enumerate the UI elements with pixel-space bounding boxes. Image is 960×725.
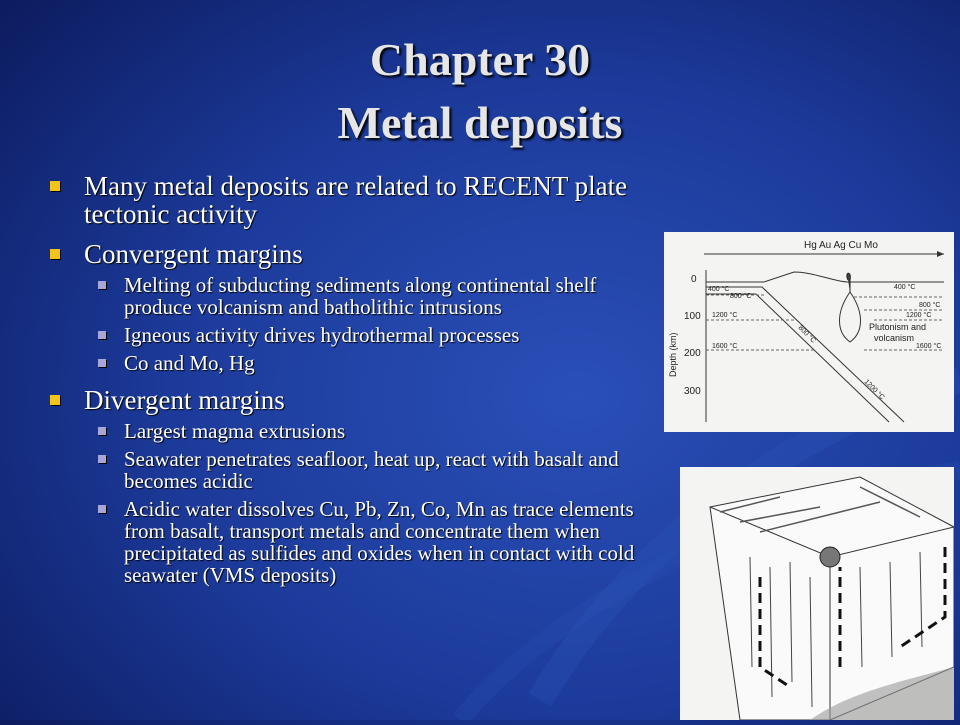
slide-title-line2: Metal deposits [337,97,623,148]
subduction-diagram [664,232,954,432]
depth-tick: 0 [691,274,697,285]
isotherm-label: 400 °C [894,284,916,291]
sub-bullet-item [48,448,658,492]
bullet-item [48,386,658,414]
depth-tick: 300 [684,386,701,397]
square-bullet-icon [50,249,60,259]
square-bullet-icon [50,395,60,405]
square-bullet-icon [98,505,106,513]
isotherm-label: 1600 °C [916,343,942,350]
bullet-item [48,240,658,268]
depth-axis-label: Depth (km) [668,332,678,377]
volcanism-label: volcanism [874,333,915,343]
sub-bullet-text: Seawater penetrates seafloor, heat up, react with basalt and becomes acidic [124,447,619,493]
bullet-list [48,172,658,586]
sub-bullet-item [48,498,658,586]
sub-bullet-text: Largest magma extrusions [124,419,346,443]
sub-bullet-item [48,274,658,318]
isotherm-label: 1600 °C [712,343,738,350]
sub-bullet-text: Acidic water dissolves Cu, Pb, Zn, Co, Mn as trace elements from basalt, transport metals and concentrate them when precipitated as sulfides and oxides when in contact with cold seawater (VMS deposits) [124,497,635,587]
isotherm-label: 1200 °C [862,378,886,402]
bullet-item [48,172,658,228]
bullet-text: Divergent margins [84,385,285,415]
sub-bullet-text: Co and Mo, Hg [124,351,255,375]
slide-title-line1: Chapter 30 [369,34,591,85]
isotherm-label: 1200 °C [712,312,738,319]
hydrothermal-circulation-diagram [680,467,954,720]
depth-tick: 200 [684,348,701,359]
isotherm-label: 800 °C [919,302,941,309]
sub-bullet-item [48,324,658,346]
sub-bullet-text: Melting of subducting sediments along continental shelf produce volcanism and batholithic intrusions [124,273,597,319]
isotherm-label: 800 °C [730,293,752,300]
plutonism-label: Plutonism and [869,322,927,332]
metals-label: Hg Au Ag Cu Mo [804,240,878,251]
square-bullet-icon [98,427,106,435]
square-bullet-icon [98,455,106,463]
sub-bullet-item [48,420,658,442]
bullet-text: Many metal deposits are related to RECENT plate tectonic activity [84,171,628,229]
sub-bullet-item [48,352,658,374]
square-bullet-icon [50,181,60,191]
bullet-text: Convergent margins [84,239,303,269]
isotherm-label: 1200 °C [906,312,932,319]
square-bullet-icon [98,331,106,339]
square-bullet-icon [98,281,106,289]
depth-tick: 100 [684,311,701,322]
sub-bullet-text: Igneous activity drives hydrothermal processes [124,323,520,347]
isotherm-label: 400 °C [708,286,730,293]
square-bullet-icon [98,359,106,367]
isotherm-label: 800 °C [796,324,817,345]
